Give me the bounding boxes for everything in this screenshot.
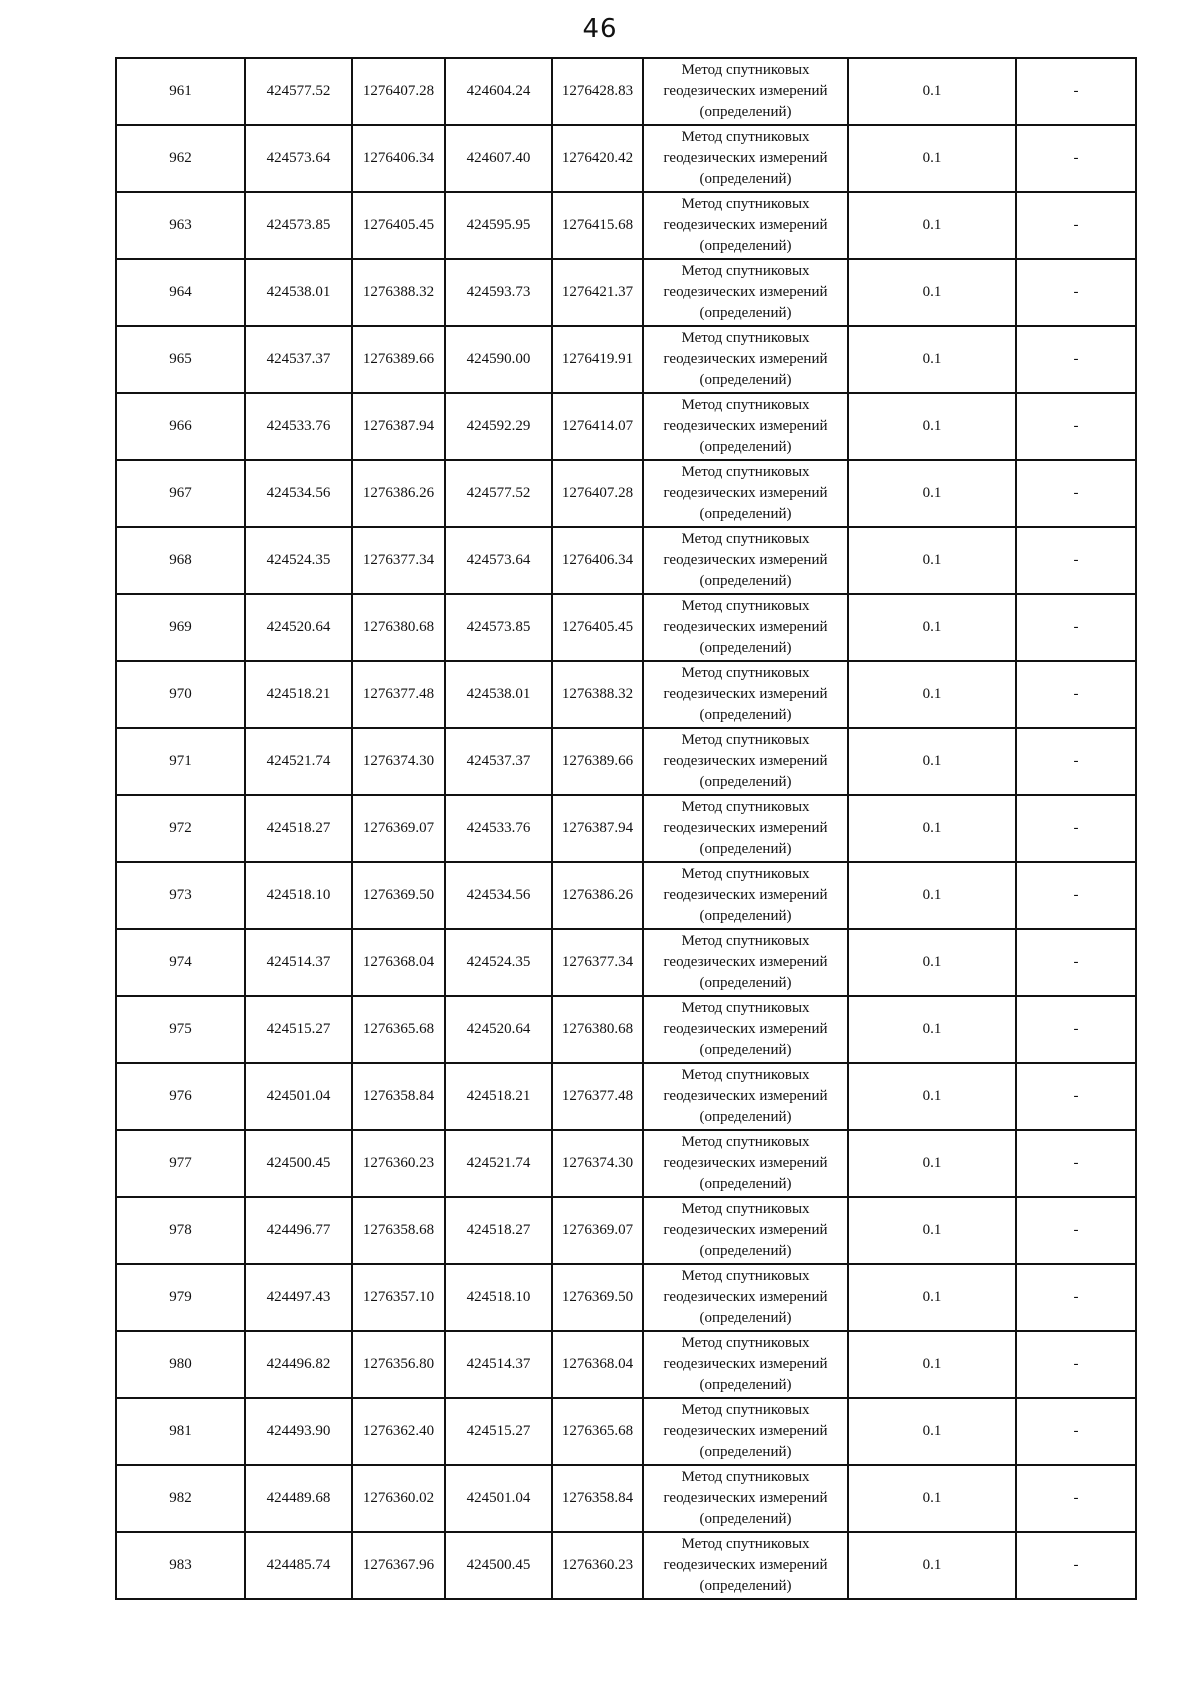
y-existing-cell: 1276407.28 — [352, 58, 445, 125]
method-line: Метод спутниковых — [681, 1402, 810, 1418]
table-row — [116, 862, 1136, 929]
method-line: Метод спутниковых — [681, 665, 810, 681]
table-row — [116, 326, 1136, 393]
note-cell: - — [1016, 929, 1136, 996]
method-line: геодезических измерений — [663, 552, 828, 568]
note-cell: - — [1016, 1063, 1136, 1130]
precision-cell: 0.1 — [848, 1331, 1016, 1398]
precision-cell: 0.1 — [848, 259, 1016, 326]
method-line: Метод спутниковых — [681, 598, 810, 614]
method-line: геодезических измерений — [663, 820, 828, 836]
table-row — [116, 795, 1136, 862]
table-row — [116, 594, 1136, 661]
note-cell: - — [1016, 1331, 1136, 1398]
x-refined-cell: 424515.27 — [445, 1398, 552, 1465]
coordinates-table — [115, 57, 1137, 1600]
method-line: геодезических измерений — [663, 351, 828, 367]
x-existing-cell: 424485.74 — [245, 1532, 352, 1599]
x-existing-cell: 424515.27 — [245, 996, 352, 1063]
table-row — [116, 1465, 1136, 1532]
point-number-cell: 961 — [116, 58, 245, 125]
method-cell — [643, 125, 848, 192]
y-existing-cell: 1276357.10 — [352, 1264, 445, 1331]
method-line: (определений) — [699, 1243, 792, 1259]
point-number-cell: 974 — [116, 929, 245, 996]
point-number-cell: 963 — [116, 192, 245, 259]
method-line: Метод спутниковых — [681, 1469, 810, 1485]
method-line: Метод спутниковых — [681, 1067, 810, 1083]
precision-cell: 0.1 — [848, 661, 1016, 728]
method-line: геодезических измерений — [663, 150, 828, 166]
method-line: (определений) — [699, 1377, 792, 1393]
method-cell — [643, 58, 848, 125]
method-line: геодезических измерений — [663, 753, 828, 769]
x-refined-cell: 424518.27 — [445, 1197, 552, 1264]
method-cell — [643, 594, 848, 661]
table-row — [116, 1063, 1136, 1130]
page-number: 46 — [582, 14, 618, 44]
y-refined-cell: 1276420.42 — [552, 125, 643, 192]
x-refined-cell: 424534.56 — [445, 862, 552, 929]
y-existing-cell: 1276387.94 — [352, 393, 445, 460]
method-cell — [643, 393, 848, 460]
precision-cell: 0.1 — [848, 1264, 1016, 1331]
x-refined-cell: 424607.40 — [445, 125, 552, 192]
note-cell: - — [1016, 460, 1136, 527]
table-row — [116, 1398, 1136, 1465]
method-line: (определений) — [699, 841, 792, 857]
note-cell: - — [1016, 1130, 1136, 1197]
method-line: Метод спутниковых — [681, 1335, 810, 1351]
point-number-cell: 983 — [116, 1532, 245, 1599]
y-refined-cell: 1276386.26 — [552, 862, 643, 929]
method-line: (определений) — [699, 305, 792, 321]
table-row — [116, 460, 1136, 527]
precision-cell: 0.1 — [848, 125, 1016, 192]
point-number-cell: 972 — [116, 795, 245, 862]
x-existing-cell: 424538.01 — [245, 259, 352, 326]
y-refined-cell: 1276369.50 — [552, 1264, 643, 1331]
table-row — [116, 393, 1136, 460]
precision-cell: 0.1 — [848, 728, 1016, 795]
point-number-cell: 973 — [116, 862, 245, 929]
method-line: геодезических измерений — [663, 418, 828, 434]
point-number-cell: 969 — [116, 594, 245, 661]
method-line: (определений) — [699, 707, 792, 723]
note-cell: - — [1016, 728, 1136, 795]
method-cell — [643, 1197, 848, 1264]
precision-cell: 0.1 — [848, 460, 1016, 527]
note-cell: - — [1016, 1264, 1136, 1331]
note-cell: - — [1016, 393, 1136, 460]
method-cell — [643, 1063, 848, 1130]
x-existing-cell: 424496.77 — [245, 1197, 352, 1264]
method-line: (определений) — [699, 908, 792, 924]
y-existing-cell: 1276358.84 — [352, 1063, 445, 1130]
table-row — [116, 1264, 1136, 1331]
y-existing-cell: 1276356.80 — [352, 1331, 445, 1398]
method-cell — [643, 192, 848, 259]
y-refined-cell: 1276377.34 — [552, 929, 643, 996]
method-line: (определений) — [699, 573, 792, 589]
y-refined-cell: 1276415.68 — [552, 192, 643, 259]
table-row — [116, 728, 1136, 795]
method-cell — [643, 862, 848, 929]
method-line: геодезических измерений — [663, 686, 828, 702]
point-number-cell: 965 — [116, 326, 245, 393]
method-cell — [643, 661, 848, 728]
note-cell: - — [1016, 527, 1136, 594]
y-refined-cell: 1276405.45 — [552, 594, 643, 661]
method-line: геодезических измерений — [663, 485, 828, 501]
x-existing-cell: 424533.76 — [245, 393, 352, 460]
method-cell — [643, 527, 848, 594]
y-existing-cell: 1276374.30 — [352, 728, 445, 795]
x-refined-cell: 424595.95 — [445, 192, 552, 259]
precision-cell: 0.1 — [848, 795, 1016, 862]
y-refined-cell: 1276368.04 — [552, 1331, 643, 1398]
method-line: геодезических измерений — [663, 1423, 828, 1439]
method-line: геодезических измерений — [663, 887, 828, 903]
x-refined-cell: 424514.37 — [445, 1331, 552, 1398]
method-line: (определений) — [699, 506, 792, 522]
x-refined-cell: 424521.74 — [445, 1130, 552, 1197]
x-refined-cell: 424518.10 — [445, 1264, 552, 1331]
x-existing-cell: 424500.45 — [245, 1130, 352, 1197]
method-line: (определений) — [699, 171, 792, 187]
point-number-cell: 966 — [116, 393, 245, 460]
table-row — [116, 192, 1136, 259]
method-line: Метод спутниковых — [681, 196, 810, 212]
y-refined-cell: 1276406.34 — [552, 527, 643, 594]
method-line: (определений) — [699, 1444, 792, 1460]
method-cell — [643, 460, 848, 527]
note-cell: - — [1016, 58, 1136, 125]
note-cell: - — [1016, 1465, 1136, 1532]
y-existing-cell: 1276406.34 — [352, 125, 445, 192]
method-line: Метод спутниковых — [681, 129, 810, 145]
point-number-cell: 968 — [116, 527, 245, 594]
method-line: геодезических измерений — [663, 83, 828, 99]
y-existing-cell: 1276386.26 — [352, 460, 445, 527]
precision-cell: 0.1 — [848, 1465, 1016, 1532]
y-refined-cell: 1276419.91 — [552, 326, 643, 393]
table-row — [116, 661, 1136, 728]
x-refined-cell: 424518.21 — [445, 1063, 552, 1130]
y-existing-cell: 1276377.34 — [352, 527, 445, 594]
x-existing-cell: 424573.64 — [245, 125, 352, 192]
method-cell — [643, 1264, 848, 1331]
note-cell: - — [1016, 326, 1136, 393]
point-number-cell: 980 — [116, 1331, 245, 1398]
method-line: геодезических измерений — [663, 1557, 828, 1573]
point-number-cell: 981 — [116, 1398, 245, 1465]
x-existing-cell: 424518.21 — [245, 661, 352, 728]
y-refined-cell: 1276428.83 — [552, 58, 643, 125]
method-cell — [643, 795, 848, 862]
point-number-cell: 967 — [116, 460, 245, 527]
point-number-cell: 977 — [116, 1130, 245, 1197]
precision-cell: 0.1 — [848, 1532, 1016, 1599]
table-row — [116, 259, 1136, 326]
method-line: геодезических измерений — [663, 217, 828, 233]
method-line: (определений) — [699, 1109, 792, 1125]
method-line: (определений) — [699, 1042, 792, 1058]
x-existing-cell: 424518.10 — [245, 862, 352, 929]
method-line: (определений) — [699, 640, 792, 656]
x-existing-cell: 424577.52 — [245, 58, 352, 125]
precision-cell: 0.1 — [848, 326, 1016, 393]
method-cell — [643, 929, 848, 996]
table-row — [116, 1197, 1136, 1264]
y-existing-cell: 1276360.02 — [352, 1465, 445, 1532]
x-existing-cell: 424489.68 — [245, 1465, 352, 1532]
y-refined-cell: 1276374.30 — [552, 1130, 643, 1197]
table-row — [116, 1532, 1136, 1599]
precision-cell: 0.1 — [848, 996, 1016, 1063]
method-line: Метод спутниковых — [681, 799, 810, 815]
x-existing-cell: 424497.43 — [245, 1264, 352, 1331]
method-line: Метод спутниковых — [681, 62, 810, 78]
note-cell: - — [1016, 996, 1136, 1063]
note-cell: - — [1016, 862, 1136, 929]
method-line: геодезических измерений — [663, 1155, 828, 1171]
x-existing-cell: 424573.85 — [245, 192, 352, 259]
precision-cell: 0.1 — [848, 1130, 1016, 1197]
precision-cell: 0.1 — [848, 192, 1016, 259]
table-row — [116, 929, 1136, 996]
note-cell: - — [1016, 1398, 1136, 1465]
point-number-cell: 978 — [116, 1197, 245, 1264]
method-line: (определений) — [699, 104, 792, 120]
point-number-cell: 982 — [116, 1465, 245, 1532]
point-number-cell: 970 — [116, 661, 245, 728]
method-line: Метод спутниковых — [681, 330, 810, 346]
precision-cell: 0.1 — [848, 1398, 1016, 1465]
y-existing-cell: 1276365.68 — [352, 996, 445, 1063]
precision-cell: 0.1 — [848, 594, 1016, 661]
y-existing-cell: 1276388.32 — [352, 259, 445, 326]
x-existing-cell: 424524.35 — [245, 527, 352, 594]
x-refined-cell: 424573.85 — [445, 594, 552, 661]
x-refined-cell: 424520.64 — [445, 996, 552, 1063]
method-line: (определений) — [699, 372, 792, 388]
note-cell: - — [1016, 795, 1136, 862]
method-line: (определений) — [699, 1578, 792, 1594]
precision-cell: 0.1 — [848, 58, 1016, 125]
method-line: геодезических измерений — [663, 1289, 828, 1305]
x-refined-cell: 424592.29 — [445, 393, 552, 460]
precision-cell: 0.1 — [848, 929, 1016, 996]
method-line: геодезических измерений — [663, 1356, 828, 1372]
y-refined-cell: 1276388.32 — [552, 661, 643, 728]
y-existing-cell: 1276380.68 — [352, 594, 445, 661]
y-existing-cell: 1276367.96 — [352, 1532, 445, 1599]
method-cell — [643, 728, 848, 795]
method-line: Метод спутниковых — [681, 732, 810, 748]
note-cell: - — [1016, 125, 1136, 192]
x-existing-cell: 424501.04 — [245, 1063, 352, 1130]
method-line: Метод спутниковых — [681, 1000, 810, 1016]
y-existing-cell: 1276358.68 — [352, 1197, 445, 1264]
method-line: Метод спутниковых — [681, 866, 810, 882]
method-line: Метод спутниковых — [681, 1536, 810, 1552]
x-refined-cell: 424593.73 — [445, 259, 552, 326]
method-cell — [643, 1532, 848, 1599]
method-line: (определений) — [699, 1310, 792, 1326]
y-refined-cell: 1276389.66 — [552, 728, 643, 795]
point-number-cell: 971 — [116, 728, 245, 795]
y-existing-cell: 1276405.45 — [352, 192, 445, 259]
method-line: Метод спутниковых — [681, 933, 810, 949]
method-cell — [643, 259, 848, 326]
method-line: геодезических измерений — [663, 284, 828, 300]
y-existing-cell: 1276369.50 — [352, 862, 445, 929]
precision-cell: 0.1 — [848, 1063, 1016, 1130]
table-row — [116, 996, 1136, 1063]
method-line: (определений) — [699, 439, 792, 455]
table-body — [116, 58, 1136, 1599]
note-cell: - — [1016, 192, 1136, 259]
table-row — [116, 1331, 1136, 1398]
note-cell: - — [1016, 1197, 1136, 1264]
method-line: Метод спутниковых — [681, 464, 810, 480]
point-number-cell: 976 — [116, 1063, 245, 1130]
x-refined-cell: 424500.45 — [445, 1532, 552, 1599]
y-existing-cell: 1276362.40 — [352, 1398, 445, 1465]
x-refined-cell: 424501.04 — [445, 1465, 552, 1532]
table-row — [116, 527, 1136, 594]
method-line: Метод спутниковых — [681, 531, 810, 547]
y-existing-cell: 1276377.48 — [352, 661, 445, 728]
precision-cell: 0.1 — [848, 1197, 1016, 1264]
x-refined-cell: 424590.00 — [445, 326, 552, 393]
y-refined-cell: 1276387.94 — [552, 795, 643, 862]
precision-cell: 0.1 — [848, 393, 1016, 460]
x-refined-cell: 424538.01 — [445, 661, 552, 728]
point-number-cell: 964 — [116, 259, 245, 326]
method-cell — [643, 326, 848, 393]
method-cell — [643, 1331, 848, 1398]
method-line: Метод спутниковых — [681, 397, 810, 413]
x-refined-cell: 424524.35 — [445, 929, 552, 996]
x-refined-cell: 424604.24 — [445, 58, 552, 125]
x-existing-cell: 424496.82 — [245, 1331, 352, 1398]
y-existing-cell: 1276369.07 — [352, 795, 445, 862]
x-refined-cell: 424573.64 — [445, 527, 552, 594]
method-line: геодезических измерений — [663, 1222, 828, 1238]
note-cell: - — [1016, 1532, 1136, 1599]
point-number-cell: 962 — [116, 125, 245, 192]
method-line: геодезических измерений — [663, 619, 828, 635]
y-refined-cell: 1276414.07 — [552, 393, 643, 460]
x-existing-cell: 424534.56 — [245, 460, 352, 527]
x-existing-cell: 424493.90 — [245, 1398, 352, 1465]
method-line: геодезических измерений — [663, 1021, 828, 1037]
method-line: (определений) — [699, 774, 792, 790]
method-line: (определений) — [699, 975, 792, 991]
x-refined-cell: 424533.76 — [445, 795, 552, 862]
y-existing-cell: 1276389.66 — [352, 326, 445, 393]
y-refined-cell: 1276407.28 — [552, 460, 643, 527]
y-refined-cell: 1276377.48 — [552, 1063, 643, 1130]
precision-cell: 0.1 — [848, 862, 1016, 929]
method-line: геодезических измерений — [663, 954, 828, 970]
method-line: геодезических измерений — [663, 1088, 828, 1104]
point-number-cell: 975 — [116, 996, 245, 1063]
method-line: (определений) — [699, 1511, 792, 1527]
x-existing-cell: 424520.64 — [245, 594, 352, 661]
y-refined-cell: 1276421.37 — [552, 259, 643, 326]
method-line: Метод спутниковых — [681, 1268, 810, 1284]
method-cell — [643, 1398, 848, 1465]
x-existing-cell: 424518.27 — [245, 795, 352, 862]
y-refined-cell: 1276365.68 — [552, 1398, 643, 1465]
method-line: геодезических измерений — [663, 1490, 828, 1506]
precision-cell: 0.1 — [848, 527, 1016, 594]
x-existing-cell: 424514.37 — [245, 929, 352, 996]
y-refined-cell: 1276360.23 — [552, 1532, 643, 1599]
x-existing-cell: 424521.74 — [245, 728, 352, 795]
x-existing-cell: 424537.37 — [245, 326, 352, 393]
y-existing-cell: 1276368.04 — [352, 929, 445, 996]
y-existing-cell: 1276360.23 — [352, 1130, 445, 1197]
point-number-cell: 979 — [116, 1264, 245, 1331]
y-refined-cell: 1276369.07 — [552, 1197, 643, 1264]
y-refined-cell: 1276358.84 — [552, 1465, 643, 1532]
note-cell: - — [1016, 594, 1136, 661]
y-refined-cell: 1276380.68 — [552, 996, 643, 1063]
table-row — [116, 125, 1136, 192]
note-cell: - — [1016, 259, 1136, 326]
x-refined-cell: 424577.52 — [445, 460, 552, 527]
table-row — [116, 1130, 1136, 1197]
method-line: Метод спутниковых — [681, 1201, 810, 1217]
method-cell — [643, 996, 848, 1063]
method-line: Метод спутниковых — [681, 263, 810, 279]
method-line: (определений) — [699, 1176, 792, 1192]
method-cell — [643, 1130, 848, 1197]
method-line: Метод спутниковых — [681, 1134, 810, 1150]
table-row — [116, 58, 1136, 125]
method-cell — [643, 1465, 848, 1532]
method-line: (определений) — [699, 238, 792, 254]
note-cell: - — [1016, 661, 1136, 728]
x-refined-cell: 424537.37 — [445, 728, 552, 795]
